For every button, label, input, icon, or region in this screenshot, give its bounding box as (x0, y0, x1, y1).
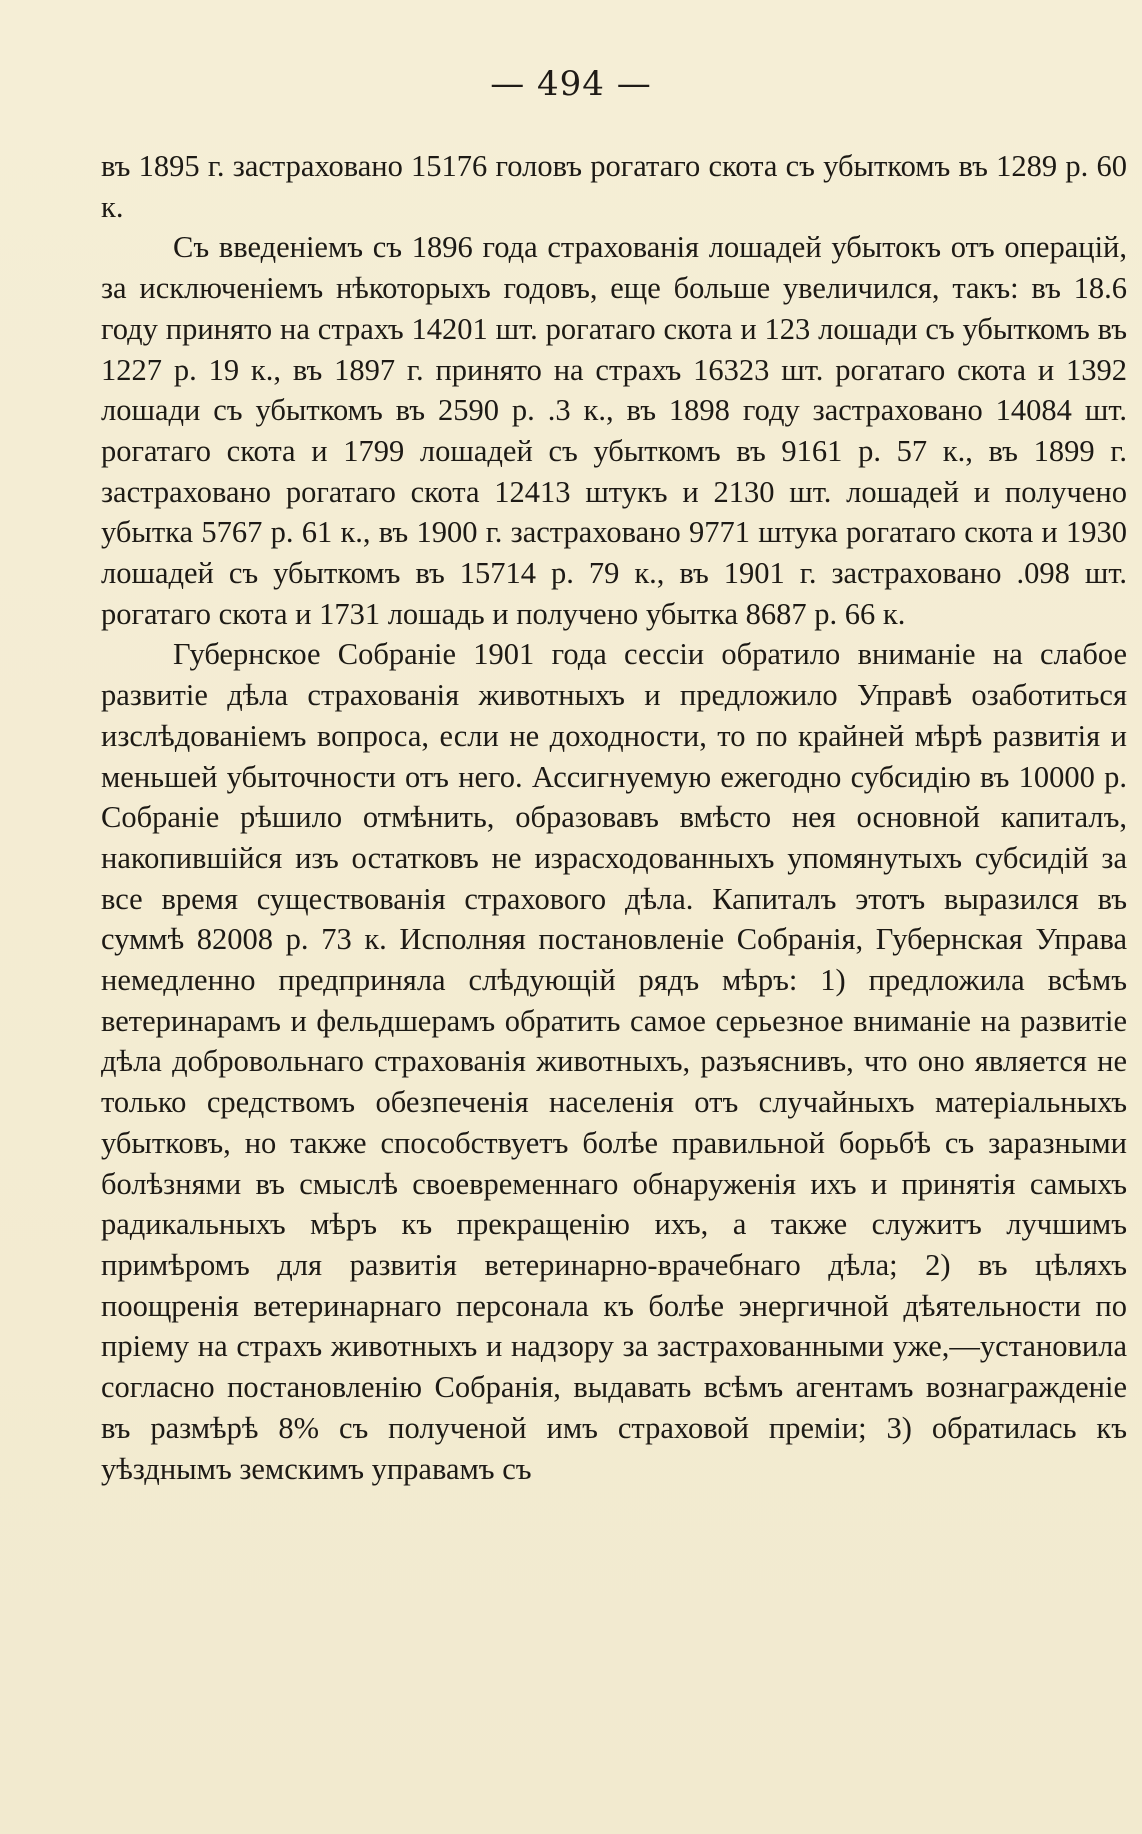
paragraph-2: Съ введеніемъ съ 1896 года страхованія лошадей убытокъ отъ операцій, за исключеніемъ нѣкоторыхъ годовъ, еще больше увеличился, такъ: въ 18.6 году принято на страхъ 14201 шт. рогатаго скота и 123 лошади съ убыткомъ въ 1227 р. 19 к., въ 1897 г. принято на страхъ 16323 шт. рогатаго скота и 1392 лошади съ убыткомъ въ 2590 р. .3 к., въ 1898 году застраховано 14084 шт. рогатаго скота и 1799 лошадей съ убыткомъ въ 9161 р. 57 к., въ 1899 г. застраховано рогатаго скота 12413 штукъ и 2130 шт. лошадей и получено убытка 5767 р. 61 к., въ 1900 г. застраховано 9771 штука рогатаго скота и 1930 лошадей съ убыткомъ въ 15714 р. 79 к., въ 1901 г. застраховано .098 шт. рогатаго скота и 1731 лошадь и получено убытка 8687 р. 66 к. (101, 230, 1127, 631)
body-text (101, 146, 1127, 1489)
paragraph-1: въ 1895 г. застраховано 15176 головъ рогатаго скота съ убыткомъ въ 1289 р. 60 к. (101, 149, 1127, 224)
paragraph-3: Губернское Собраніе 1901 года сессіи обратило вниманіе на слабое развитіе дѣла страхованія животныхъ и предложило Управѣ озаботиться изслѣдованіемъ вопроса, если не доходности, то по крайней мѣрѣ развитія и меньшей убыточности отъ него. Ассигнуемую ежегодно субсидію въ 10000 р. Собраніе рѣшило отмѣнить, образовавъ вмѣсто нея основной капиталъ, накопившійся изъ остатковъ не израсходованныхъ упомянутыхъ субсидій за все время существованія страхового дѣла. Капиталъ этотъ выразился въ суммѣ 82008 р. 73 к. Исполняя постановленіе Собранія, Губернская Управа немедленно предприняла слѣдующій рядъ мѣръ: 1) предложила всѣмъ ветеринарамъ и фельдшерамъ обратить самое серьезное вниманіе на развитіе дѣла добровольнаго страхованія животныхъ, разъяснивъ, что оно является не только средствомъ обезпеченія населенія отъ случайныхъ матеріальныхъ убытковъ, но также способствуетъ болѣе правильной борьбѣ съ заразными болѣзнями въ смыслѣ своевременнаго обнаруженія ихъ и принятія самыхъ радикальныхъ мѣръ къ прекращенію ихъ, а также служитъ лучшимъ примѣромъ для развитія ветеринарно-врачебнаго дѣла; 2) въ цѣляхъ поощренія ветеринарнаго персонала къ болѣе энергичной дѣятельности по пріему на страхъ животныхъ и надзору за застрахованными уже,—установила согласно постановленію Собранія, выдавать всѣмъ агентамъ вознагражденіе въ размѣрѣ 8% съ полученой имъ страховой преміи; 3) обратилась къ уѣзднымъ земскимъ управамъ съ (101, 637, 1127, 1486)
page-number: — 494 — (490, 64, 652, 104)
